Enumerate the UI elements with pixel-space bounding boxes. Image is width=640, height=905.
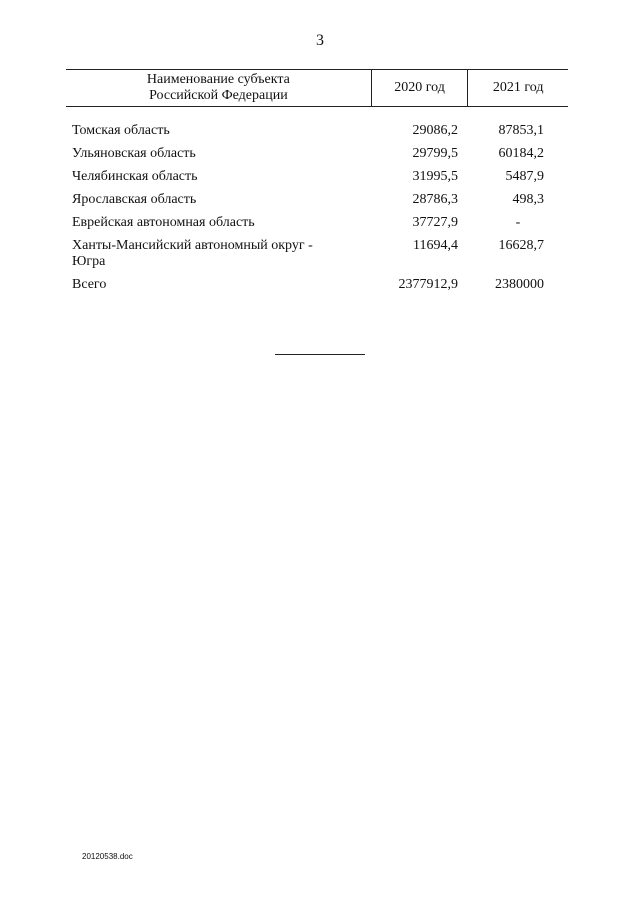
row-value-2021: 498,3: [512, 192, 544, 207]
row-value-2020: 11694,4: [413, 238, 458, 253]
row-value-2021: -: [515, 215, 521, 230]
table-row: [66, 169, 568, 185]
row-value-2020: 37727,9: [412, 215, 458, 230]
footer-filename: 20120538.doc: [82, 852, 133, 861]
total-value-2021: 2380000: [495, 277, 544, 292]
header-subject-name-line2: Российской Федерации: [149, 88, 288, 103]
header-year-2020: 2020 год: [372, 70, 469, 106]
header-subject-name-line1: Наименование субъекта: [146, 72, 290, 87]
end-separator-line: [275, 354, 365, 355]
row-value-2020: 29799,5: [412, 146, 458, 161]
row-value-2021: 5487,9: [505, 169, 544, 184]
table-total-row: [66, 277, 568, 293]
header-year-2021: 2021 год: [492, 80, 544, 95]
row-name-line1: Ханты-Мансийский автономный округ -: [72, 238, 313, 253]
table-row: [66, 192, 568, 208]
row-value-2021: 60184,2: [498, 146, 544, 161]
row-name: Челябинская область: [72, 169, 198, 184]
row-value-2020: 28786,3: [412, 192, 458, 207]
row-name: Ярославская область: [72, 192, 197, 207]
table-row: [66, 123, 568, 139]
table-body: [66, 123, 568, 293]
row-value-2021: 16628,7: [498, 238, 544, 253]
row-value-2020: 31995,5: [412, 169, 458, 184]
row-value-2021: 87853,1: [498, 123, 544, 138]
row-name: Ульяновская область: [72, 146, 196, 161]
page-number: 3: [316, 32, 324, 49]
row-name-line2: Югра: [72, 254, 106, 269]
total-value-2020: 2377912,9: [398, 277, 458, 292]
row-name: Томская область: [72, 123, 170, 138]
funding-table: [66, 69, 568, 300]
row-name: Еврейская автономная область: [72, 215, 255, 230]
header-subject-name: [66, 70, 372, 106]
row-value-2020: 29086,2: [412, 123, 458, 138]
table-row: [66, 215, 568, 231]
total-label: Всего: [72, 277, 107, 292]
row-name: [66, 238, 372, 270]
table-header: [66, 69, 568, 107]
table-row: [66, 146, 568, 162]
table-row: [66, 238, 568, 270]
